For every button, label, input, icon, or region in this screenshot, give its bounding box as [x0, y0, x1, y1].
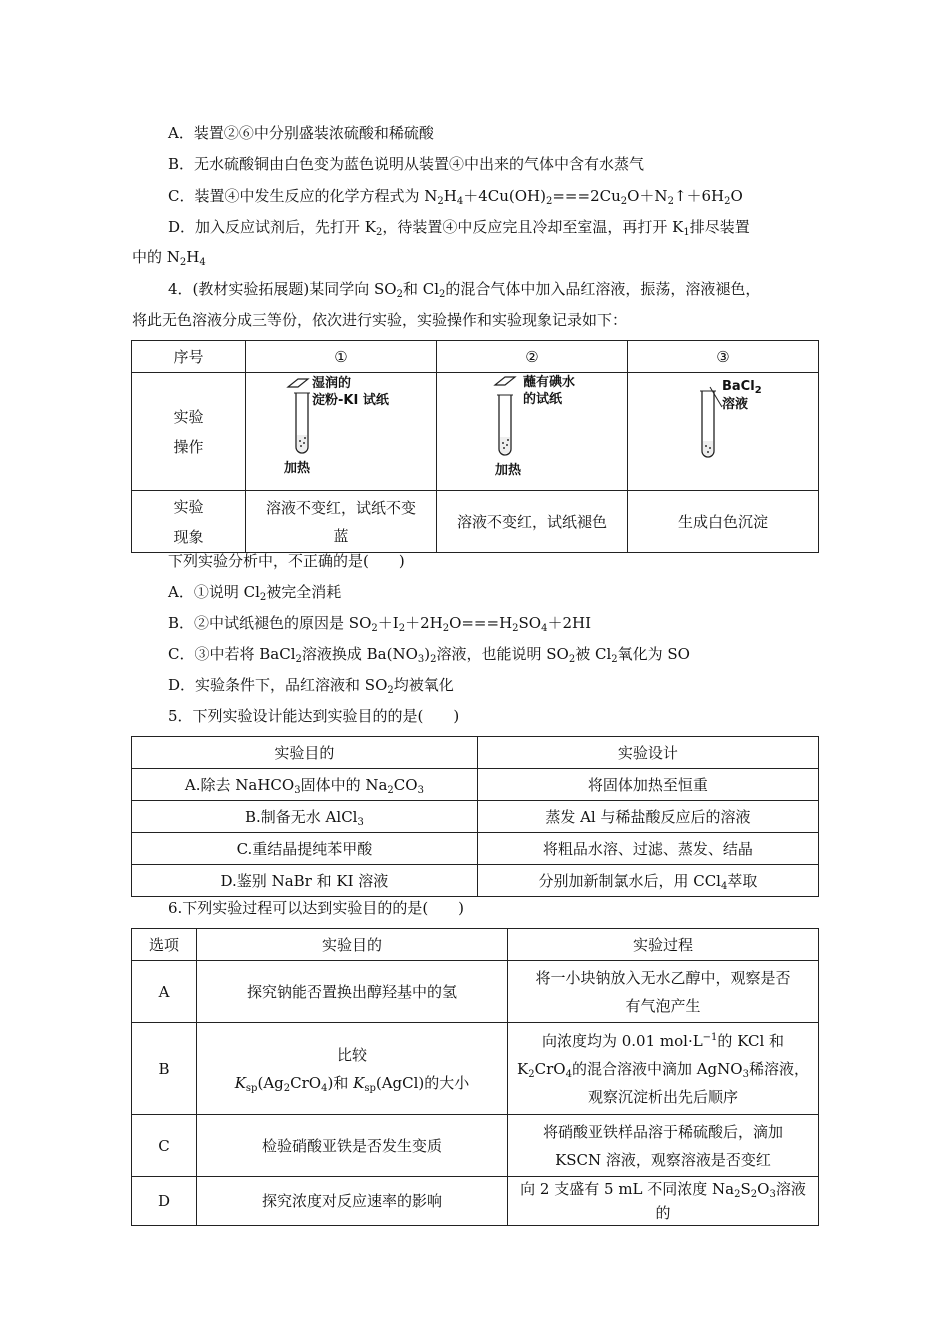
q6-row-b-option: B [132, 1023, 197, 1115]
q4-operation-2: 蘸有碘水 的试纸 加热 [437, 373, 628, 491]
q6-header-goal: 实验目的 [197, 929, 508, 961]
q5-row-b-goal: B.制备无水 AlCl$_3$ [132, 801, 478, 833]
q4-option-a: A．①说明 $Cl_2$被完全消耗 [168, 583, 342, 603]
q6-row-d-process: 向 2 支盛有 5 mL 不同浓度 $Na_2S_2O_3$溶液的 [508, 1177, 819, 1226]
q6-row-b-goal: 比较 $K_{sp}(Ag_2CrO_4)$和 $K_{sp}(AgCl)$的大小 [197, 1023, 508, 1115]
q6-row-a-option: A [132, 961, 197, 1023]
q4-option-b: B．②中试纸褪色的原因是 $SO_2+I_2+2H_2O===H_2SO_4+2HI$ [168, 614, 592, 634]
q6-row-c-option: C [132, 1115, 197, 1177]
q5-row-c-design: 将粗品水溶、过滤、蒸发、结晶 [477, 833, 818, 865]
q6-title: 6.下列实验过程可以达到实验目的的是( ) [168, 899, 465, 917]
q6-row-d-goal: 探究浓度对反应速率的影响 [197, 1177, 508, 1226]
q5-row-d-design: 分别加新制氯水后，用 CCl$_4$萃取 [477, 865, 818, 897]
q4-stem-line2: 将此无色溶液分成三等份，依次进行实验，实验操作和实验现象记录如下： [132, 311, 628, 329]
q5-row-a-design: 将固体加热至恒重 [477, 769, 818, 801]
q4-option-c: C．③中若将 BaCl$_2$溶液换成 $Ba(NO_3)_2$溶液，也能说明 $SO_2$被 $Cl_2$氧化为 SO [168, 645, 690, 665]
q4-operation-3: BaCl$_2$ 溶液 [628, 373, 819, 491]
q5-row-a-goal: A.除去 NaHCO$_3$固体中的 $Na_2CO_3$ [132, 769, 478, 801]
q4-operation-1: 湿润的 淀粉-KI 试纸 加热 [246, 373, 437, 491]
q5-row-c-goal: C.重结晶提纯苯甲酸 [132, 833, 478, 865]
q4-phenomenon-1: 溶液不变红，试纸不变 蓝 [246, 491, 437, 553]
q5-header-goal: 实验目的 [132, 737, 478, 769]
q6-header-option: 选项 [132, 929, 197, 961]
q3-option-d: D．加入反应试剂后，先打开 $K_2$，待装置④中反应完且冷却至室温，再打开 $K_1$排尽装置 [168, 218, 750, 238]
q4-header-2: ② [437, 341, 628, 373]
q4-experiment-table [131, 340, 819, 553]
q4-phenomenon-label: 实验 现象 [132, 491, 246, 553]
q3-option-d-cont: 中的 $N_2H_4$ [132, 248, 206, 268]
q3-option-a: A．装置②⑥中分别盛装浓硫酸和稀硫酸 [168, 124, 434, 142]
q4-phenomenon-2: 溶液不变红，试纸褪色 [437, 491, 628, 553]
q6-row-d-option: D [132, 1177, 197, 1226]
q6-header-process: 实验过程 [508, 929, 819, 961]
q6-process-table [131, 928, 819, 1226]
q4-phenomenon-3: 生成白色沉淀 [628, 491, 819, 553]
q3-option-c: C．装置④中发生反应的化学方程式为 $N_2H_4+4Cu(OH)_2===2Cu_2O+N_2↑+6H_2O$ [168, 187, 743, 207]
q6-row-c-process: 将硝酸亚铁样品溶于稀硫酸后，滴加 KSCN 溶液，观察溶液是否变红 [508, 1115, 819, 1177]
q5-row-b-design: 蒸发 Al 与稀盐酸反应后的溶液 [477, 801, 818, 833]
q6-row-a-goal: 探究钠能否置换出醇羟基中的氢 [197, 961, 508, 1023]
q5-header-design: 实验设计 [477, 737, 818, 769]
q6-row-b-process: 向浓度均为 0.01 $mol\cdot L^{-1}$的 KCl 和 $K_2CrO_4$的混合溶液中滴加 AgNO$_3$稀溶液， 观察沉淀析出先后顺序 [508, 1023, 819, 1115]
q3-option-b: B．无水硫酸铜由白色变为蓝色说明从装置④中出来的气体中含有水蒸气 [168, 155, 645, 173]
q4-ask: 下列实验分析中，不正确的是( ) [168, 552, 405, 570]
q4-option-d: D．实验条件下，品红溶液和 $SO_2$均被氧化 [168, 676, 454, 696]
q4-header-1: ① [246, 341, 437, 373]
q5-design-table [131, 736, 819, 897]
q5-title: 5．下列实验设计能达到实验目的的是( ) [168, 707, 460, 725]
q5-row-d-goal: D.鉴别 NaBr 和 KI 溶液 [132, 865, 478, 897]
q4-header-index: 序号 [132, 341, 246, 373]
q4-header-3: ③ [628, 341, 819, 373]
q4-operation-label: 实验 操作 [132, 373, 246, 491]
q4-stem-line1: 4．(教材实验拓展题)某同学向 $SO_2$和 $Cl_2$的混合气体中加入品红溶液，振荡，溶液褪色， [168, 280, 761, 300]
q6-row-a-process: 将一小块钠放入无水乙醇中，观察是否 有气泡产生 [508, 961, 819, 1023]
q6-row-c-goal: 检验硝酸亚铁是否发生变质 [197, 1115, 508, 1177]
